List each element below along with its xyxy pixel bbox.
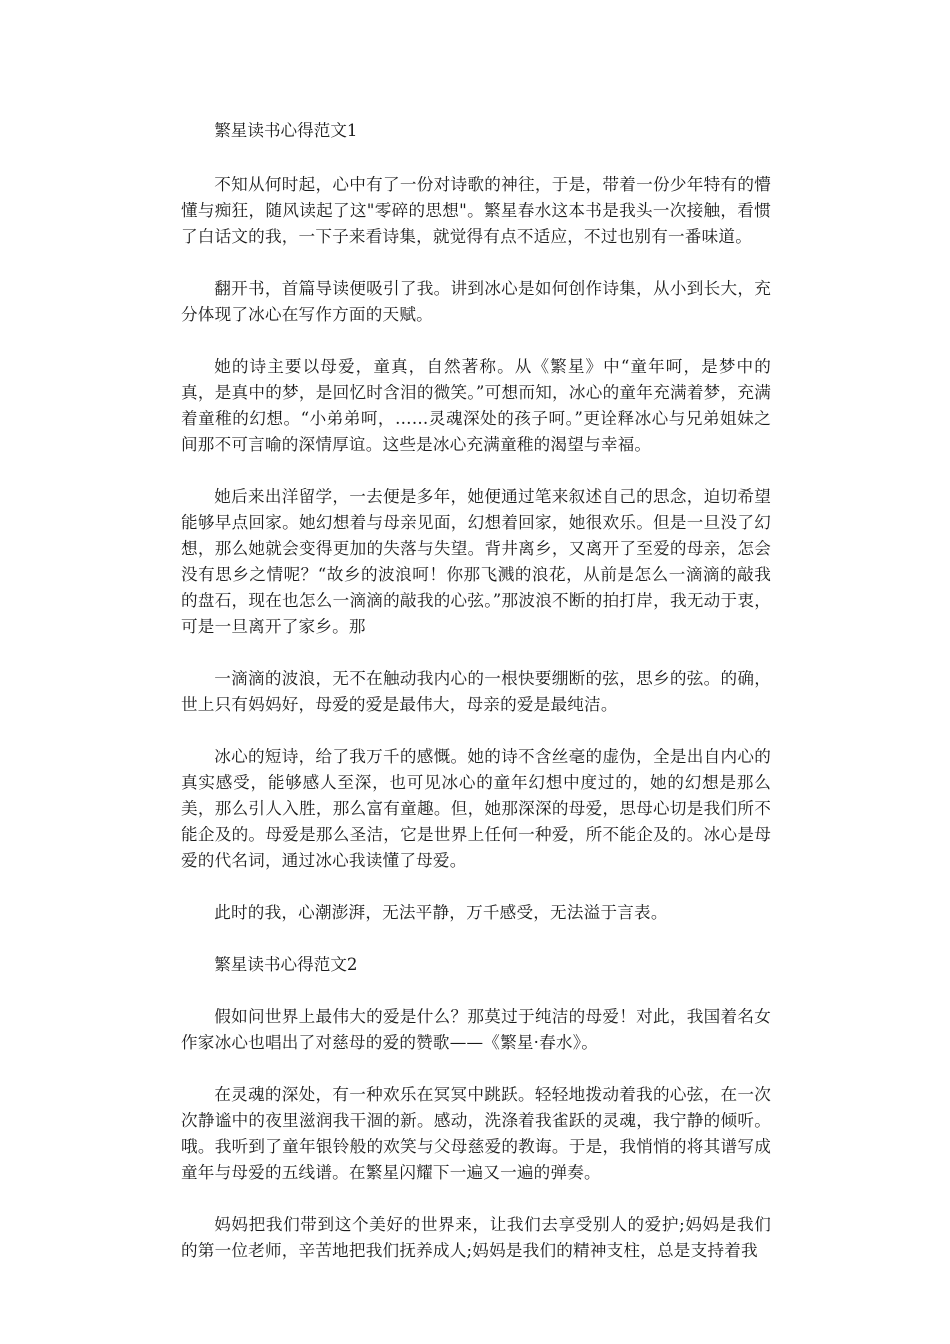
paragraph: 假如问世界上最伟大的爱是什么？那莫过于纯洁的母爱！对此，我国着名女作家冰心也唱出了对慈母的爱的赞歌——《繁星·春水》。 [181,1007,771,1052]
paragraph: 不知从何时起，心中有了一份对诗歌的神往，于是，带着一份少年特有的懵懂与痴狂，随风读起了这"零碎的思想"。繁星春水这本书是我头一次接触，看惯了白话文的我，一下子来看诗集，就觉得有点不适应，不过也别有一番味道。 [181,175,771,246]
paragraph: 在灵魂的深处，有一种欢乐在冥冥中跳跃。轻轻地拨动着我的心弦，在一次次静谧中的夜里滋润我干涸的新。感动，洗涤着我雀跃的灵魂，我宁静的倾听。哦。我听到了童年银铃般的欢笑与父母慈爱的教诲。于是，我悄悄的将其谱写成童年与母爱的五线谱。在繁星闪耀下一遍又一遍的弹奏。 [181,1085,771,1182]
paragraph: 妈妈把我们带到这个美好的世界来，让我们去享受别人的爱护;妈妈是我们的第一位老师，辛苦地把我们抚养成人;妈妈是我们的精神支柱，总是支持着我 [181,1215,771,1260]
paragraph: 她后来出洋留学，一去便是多年，她便通过笔来叙述自己的思念，迫切希望能够早点回家。她幻想着与母亲见面，幻想着回家，她很欢乐。但是一旦没了幻想，那么她就会变得更加的失落与失望。背井离乡，又离开了至爱的母亲，怎会没有思乡之情呢？“故乡的波浪呵！你那飞溅的浪花，从前是怎么一滴滴的敲我的盘石，现在也怎么一滴滴的敲我的心弦。”那波浪不断的拍打岸，我无动于衷，可是一旦离开了家乡。那 [181,487,771,636]
paragraph: 此时的我，心潮澎湃，无法平静，万千感受，无法溢于言表。 [214,903,668,922]
paragraph: 一滴滴的波浪，无不在触动我内心的一根快要绷断的弦，思乡的弦。的确，世上只有妈妈好，母爱的爱是最伟大，母亲的爱是最纯洁。 [181,669,771,714]
paragraph: 她的诗主要以母爱，童真，自然著称。从《繁星》中“童年呵，是梦中的真，是真中的梦，是回忆时含泪的微笑。”可想而知，冰心的童年充满着梦，充满着童稚的幻想。“小弟弟呵，……灵魂深处的孩子呵。”更诠释冰心与兄弟姐妹之间那不可言喻的深情厚谊。这些是冰心充满童稚的渴望与幸福。 [181,357,771,454]
section-heading: 繁星读书心得范文2 [214,955,358,974]
document-page [181,118,771,1264]
paragraph: 冰心的短诗，给了我万千的感慨。她的诗不含丝毫的虚伪，全是出自内心的真实感受，能够感人至深，也可见冰心的童年幻想中度过的，她的幻想是那么美，那么引人入胜，那么富有童趣。但，她那深深的母爱，思母心切是我们所不能企及的。母爱是那么圣洁，它是世界上任何一种爱，所不能企及的。冰心是母爱的代名词，通过冰心我读懂了母爱。 [181,747,771,870]
section-heading: 繁星读书心得范文1 [214,121,358,140]
paragraph: 翻开书，首篇导读便吸引了我。讲到冰心是如何创作诗集，从小到长大，充分体现了冰心在写作方面的天赋。 [181,279,771,324]
